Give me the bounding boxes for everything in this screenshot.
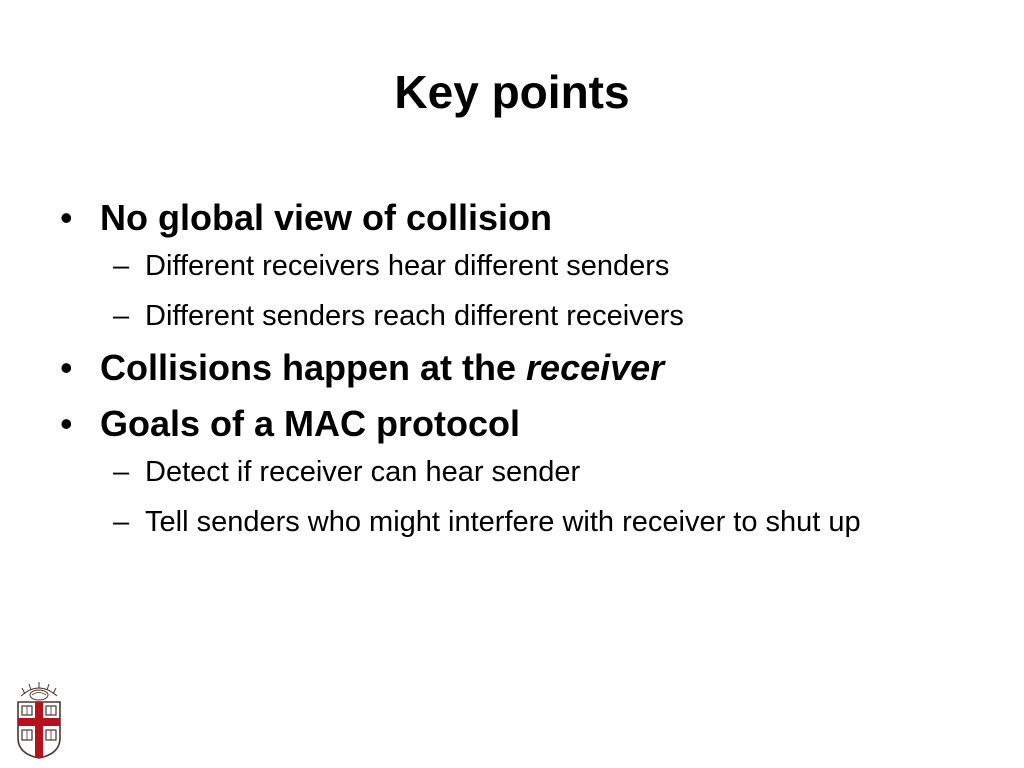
dash-icon: – (113, 300, 130, 332)
sub-list (0, 246, 1024, 336)
bullet-text: Goals of a MAC protocol (100, 403, 521, 444)
bullet-text-prefix: Collisions happen at the (100, 347, 527, 388)
bullet-item (0, 340, 1024, 396)
bullet-icon: • (60, 403, 73, 444)
sub-item-text: Detect if receiver can hear sender (145, 456, 581, 488)
bullet-text: No global view of collision (100, 197, 553, 238)
sub-item-text: Different senders reach different receivers (145, 300, 684, 332)
dash-icon: – (113, 456, 130, 488)
bullet-icon: • (60, 197, 73, 238)
sub-item-text: Tell senders who might interfere with receiver to shut up (145, 506, 861, 538)
bullet-row (0, 190, 1024, 246)
sub-item-text: Different receivers hear different senders (145, 250, 670, 282)
sub-item (0, 502, 1024, 542)
dash-icon: – (113, 506, 130, 538)
sub-item (0, 246, 1024, 286)
slide-title: Key points (394, 66, 630, 118)
sub-list (0, 452, 1024, 542)
sub-item (0, 452, 1024, 492)
bullet-text (100, 347, 664, 388)
bullet-item (0, 190, 1024, 336)
dash-icon: – (113, 250, 130, 282)
sub-item (0, 296, 1024, 336)
university-crest-icon (15, 680, 63, 760)
bullet-text-emphasis: receiver (526, 347, 665, 388)
bullet-row (0, 396, 1024, 452)
bullet-row (0, 340, 1024, 396)
bullet-icon: • (60, 347, 73, 388)
bullet-list (0, 190, 1024, 546)
bullet-item (0, 396, 1024, 542)
